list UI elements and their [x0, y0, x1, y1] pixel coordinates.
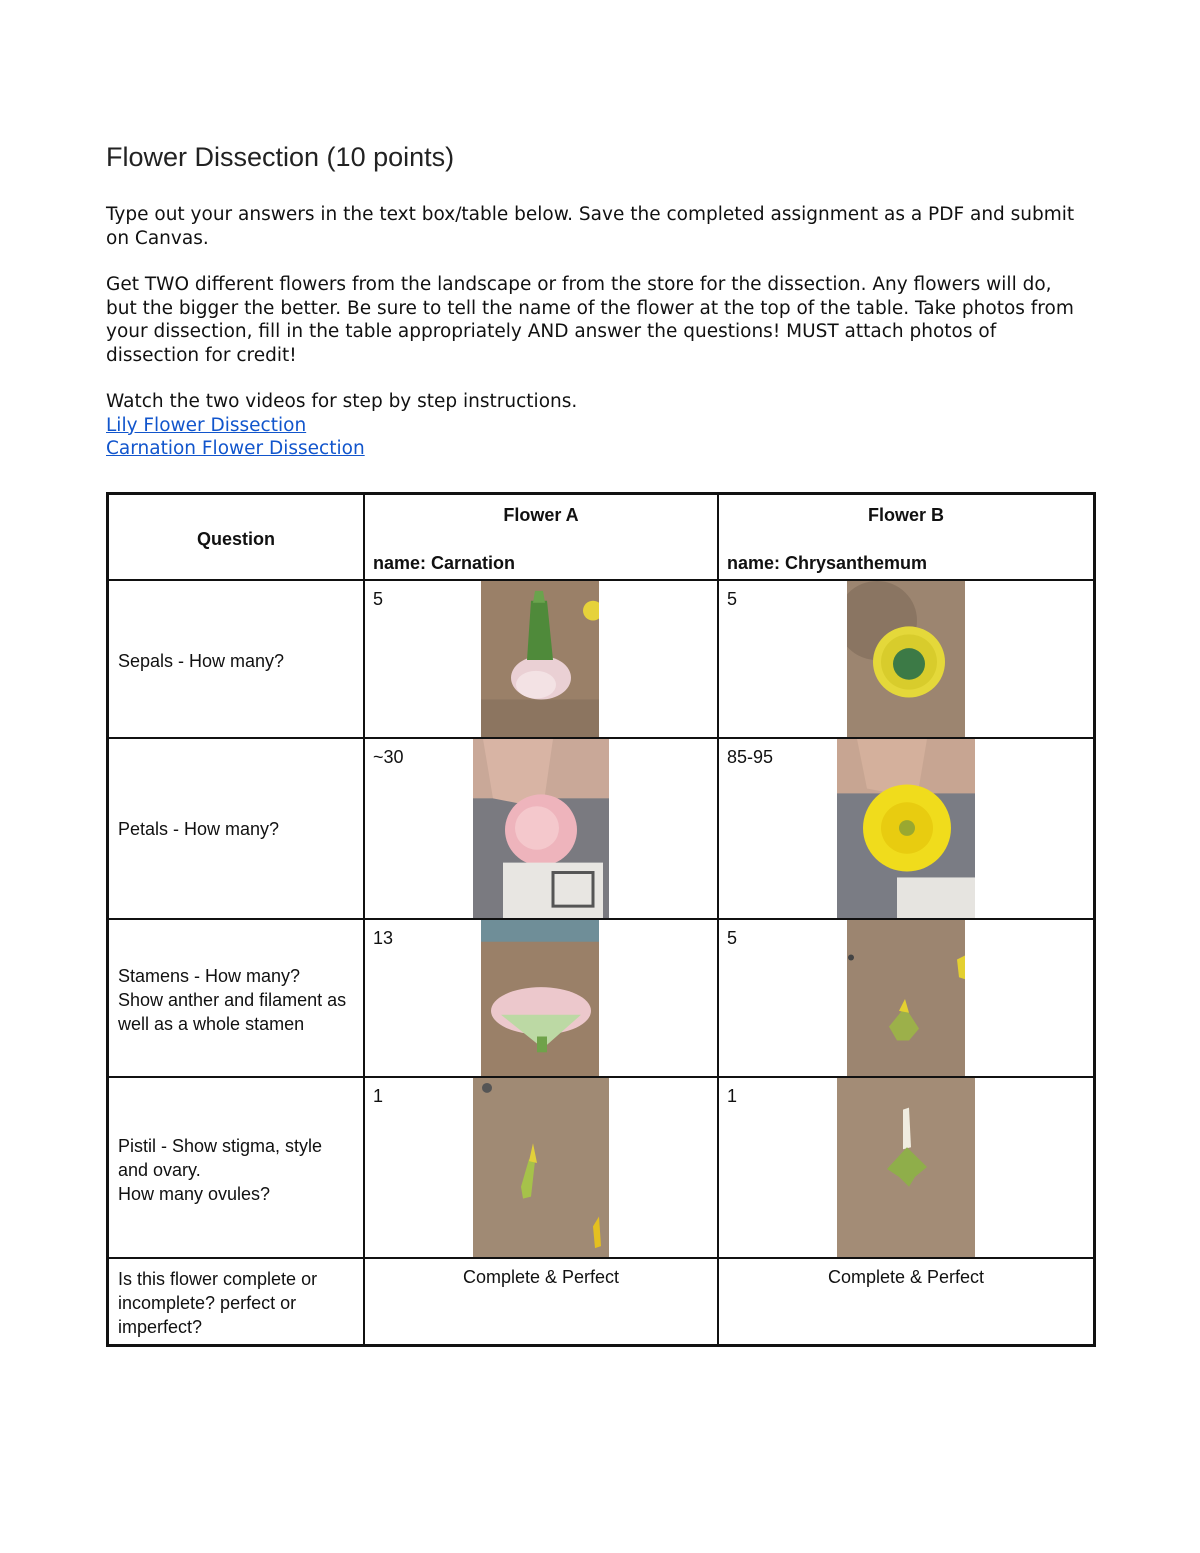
- row-pistil-flower-b: [718, 1077, 1095, 1258]
- page-title: Flower Dissection (10 points): [106, 142, 455, 172]
- row-complete-flower-a: [364, 1258, 718, 1346]
- instructions-paragraph-3: [106, 390, 1086, 461]
- sepals-photo-b: [847, 581, 965, 737]
- pistil-photo-a: [473, 1078, 609, 1257]
- row-pistil-flower-a: [364, 1077, 718, 1258]
- dissection-table: [106, 492, 1096, 1347]
- row-stamens-flower-b: [718, 919, 1095, 1077]
- row-complete-question: [108, 1258, 365, 1346]
- row-sepals-flower-b: [718, 580, 1095, 738]
- petals-count-b: 85-95: [727, 746, 774, 767]
- complete-answer-b: Complete & Perfect: [827, 1266, 985, 1287]
- instructions-paragraph-2: Get TWO different flowers from the landscape or from the store for the dissection. Any flowers will do, but the bigger the better. Be sure to tell the name of the flower at the top of the table. Take photos from your dissection, fill in the table appropriately AND answer the questions! MUST attach photos of dissection for credit!: [106, 274, 1074, 366]
- instructions-paragraph-1: Type out your answers in the text box/table below. Save the completed assignment as a PDF and submit on Canvas.: [106, 204, 1075, 249]
- header-flower-b-cell: [718, 494, 1095, 580]
- petals-count-a: ~30: [373, 746, 404, 767]
- row-petals-flower-b: [718, 738, 1095, 919]
- header-question-cell: [108, 494, 365, 580]
- petals-photo-b: [837, 739, 975, 918]
- sepals-count-a: 5: [373, 588, 384, 609]
- petals-question: Petals - How many?: [118, 818, 280, 839]
- sepals-photo-a: [481, 581, 599, 737]
- sepals-count-b: 5: [727, 588, 738, 609]
- pistil-question: Pistil - Show stigma, style and ovary. How many ovules?: [118, 1135, 323, 1204]
- stamens-photo-a: [481, 920, 599, 1076]
- flower-b-name: name: Chrysanthemum: [727, 553, 928, 573]
- complete-question: Is this flower complete or incomplete? perfect or imperfect?: [118, 1268, 318, 1337]
- row-petals-question: [108, 738, 365, 919]
- stamens-count-a: 13: [373, 927, 394, 948]
- row-stamens-flower-a: [364, 919, 718, 1077]
- row-sepals-question: [108, 580, 365, 738]
- stamens-count-b: 5: [727, 927, 738, 948]
- row-sepals-flower-a: [364, 580, 718, 738]
- complete-answer-a: Complete & Perfect: [462, 1266, 620, 1287]
- row-petals-flower-a: [364, 738, 718, 919]
- header-flower-a-cell: [364, 494, 718, 580]
- row-stamens-question: [108, 919, 365, 1077]
- row-complete-flower-b: [718, 1258, 1095, 1346]
- flower-a-name: name: Carnation: [373, 553, 516, 573]
- carnation-dissection-link[interactable]: Carnation Flower Dissection: [106, 438, 365, 459]
- lily-dissection-link[interactable]: Lily Flower Dissection: [106, 414, 307, 436]
- pistil-count-a: 1: [373, 1085, 384, 1106]
- pistil-photo-b: [837, 1078, 975, 1257]
- sepals-question: Sepals - How many?: [118, 650, 285, 671]
- header-flower-b: Flower B: [867, 505, 944, 525]
- header-flower-a: Flower A: [503, 505, 579, 525]
- stamens-photo-b: [847, 920, 965, 1076]
- stamens-question: Stamens - How many? Show anther and filament as well as a whole stamen: [118, 965, 347, 1034]
- pistil-count-b: 1: [727, 1085, 738, 1106]
- petals-photo-a: [473, 739, 609, 918]
- video-instructions: Watch the two videos for step by step instructions.: [106, 391, 578, 412]
- row-pistil-question: [108, 1077, 365, 1258]
- header-question: Question: [196, 529, 275, 549]
